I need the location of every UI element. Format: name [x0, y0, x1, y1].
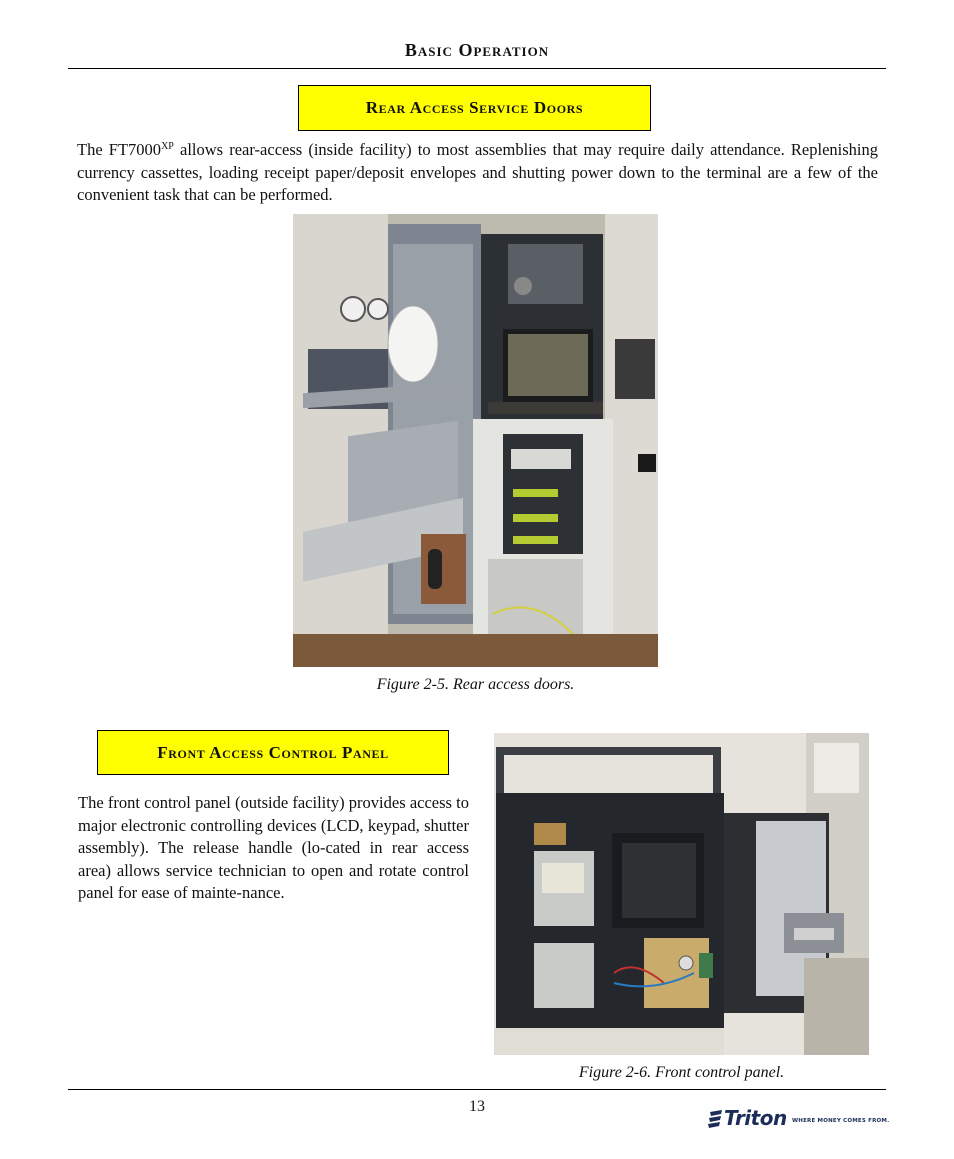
triton-logo-text: Triton: [724, 1106, 787, 1130]
page-header-title: Basic Operation: [404, 40, 550, 60]
rear-para-rest: allows rear-access (inside facility) to most assemblies that may require daily attendance. Replenishing currency cassettes, loading receipt paper/deposit envelopes and shutting power down to the terminal are a few of the convenient task that can be performed.: [77, 140, 878, 204]
figure-2-6-caption: Figure 2-6. Front control panel.: [578, 1064, 785, 1081]
header-rule: [68, 68, 886, 69]
rear-para-superscript: XP: [161, 141, 174, 152]
triton-logo-mark-icon: [708, 1109, 724, 1129]
triton-logo: [706, 1106, 890, 1132]
front-access-heading: [97, 730, 449, 775]
rear-access-doors-photo: [293, 214, 658, 667]
front-access-heading-text: Front Access Control Panel: [157, 743, 389, 762]
rear-access-heading-text: Rear Access Service Doors: [365, 98, 584, 117]
front-access-paragraph: The front control panel (outside facility) provides access to major electronic controlling devices (LCD, keypad, shutter assembly). The release handle (lo-cated in rear access area) allows service technician to open and rotate control panel for ease of mainte-nance.: [78, 793, 469, 902]
figure-2-5-caption: Figure 2-5. Rear access doors.: [376, 676, 575, 693]
page-number: 13: [469, 1098, 485, 1115]
triton-logo-tagline: WHERE MONEY COMES FROM.: [792, 1118, 890, 1124]
front-control-panel-photo: [494, 733, 869, 1055]
rear-access-heading: [298, 85, 651, 131]
rear-para-lead: The FT7000: [77, 140, 162, 159]
footer-rule: [68, 1089, 886, 1090]
rear-access-paragraph: [77, 139, 878, 207]
